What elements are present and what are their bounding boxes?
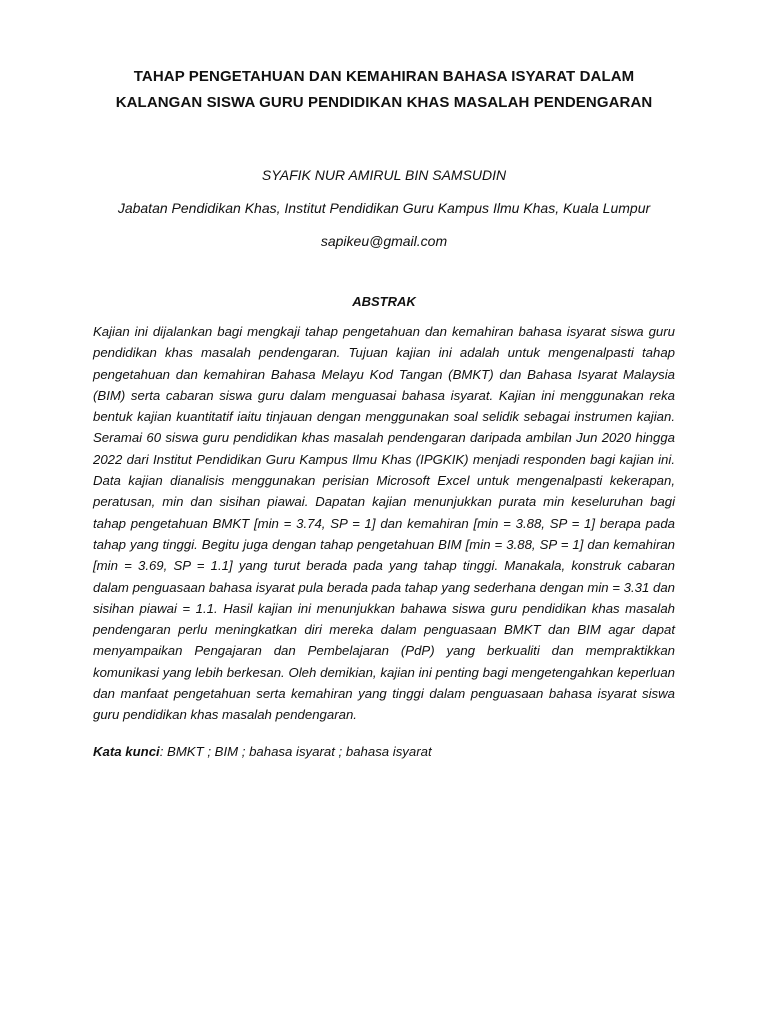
abstract-heading: ABSTRAK [352, 294, 416, 309]
title-line-1: TAHAP PENGETAHUAN DAN KEMAHIRAN BAHASA ISYARAT DALAM [133, 68, 635, 85]
title-line-2: KALANGAN SISWA GURU PENDIDIKAN KHAS MASALAH PENDENGARAN [115, 94, 653, 111]
keywords-text: : BMKT ; BIM ; bahasa isyarat ; bahasa isyarat [159, 744, 432, 759]
author-email: sapikeu@gmail.com [320, 233, 448, 249]
keywords-label: Kata kunci [93, 744, 160, 759]
paper-title [60, 64, 708, 116]
keywords [93, 742, 675, 762]
abstract-body: Kajian ini dijalankan bagi mengkaji tahap pengetahuan dan kemahiran bahasa isyarat siswa guru pendidikan khas masalah pendengaran. Tujuan kajian ini adalah untuk mengenalpasti tahap pengetahuan dan kemahiran Bahasa Melayu Kod Tangan (BMKT) dan Bahasa Isyarat Malaysia (BIM) serta cabaran siswa guru dalam menguasai bahasa isyarat. Kajian ini menggunakan reka bentuk kajian kuantitatif iaitu tinjauan dengan menggunakan soal selidik sebagai instrumen kajian. Seramai 60 siswa guru pendidikan khas masalah pendengaran daripada ambilan Jun 2020 hingga 2022 dari Institut Pendidikan Guru Kampus Ilmu Khas (IPGKIK) menjadi responden bagi kajian ini. Data kajian dianalisis menggunakan perisian Microsoft Excel untuk mengenalpasti kekerapan, peratusan, min dan sisihan piawai. Dapatan kajian menunjukkan purata min keseluruhan bagi tahap pengetahuan BMKT [min = 3.74, SP = 1] dan kemahiran [min = 3.88, SP = 1] berapa pada tahap yang tinggi. Begitu juga dengan tahap pengetahuan BIM [min = 3.88, SP = 1] dan kemahiran [min = 3.69, SP = 1.1] yang turut berada pada yang tahap tinggi. Manakala, konstruk cabaran dalam penguasaan bahasa isyarat pula berada pada tahap yang sederhana dengan min = 3.31 dan sisihan piawai = 1.1. Hasil kajian ini menunjukkan bahawa siswa guru pendidikan khas masalah pendengaran perlu meningkatkan diri mereka dalam penguasaan BMKT dan BIM agar dapat menyampaikan Pengajaran dan Pembelajaran (PdP) yang berkualiti dan mempraktikkan komunikasi yang lebih berkesan. Oleh demikian, kajian ini penting bagi mengetengahkan keperluan dan manfaat pengetahuan serta kemahiran yang tinggi dalam penguasaan bahasa isyarat siswa guru pendidikan khas masalah pendengaran. [93, 324, 675, 723]
author-affiliation: Jabatan Pendidikan Khas, Institut Pendidikan Guru Kampus Ilmu Khas, Kuala Lumpur [117, 200, 651, 216]
author-name: SYAFIK NUR AMIRUL BIN SAMSUDIN [261, 167, 507, 183]
